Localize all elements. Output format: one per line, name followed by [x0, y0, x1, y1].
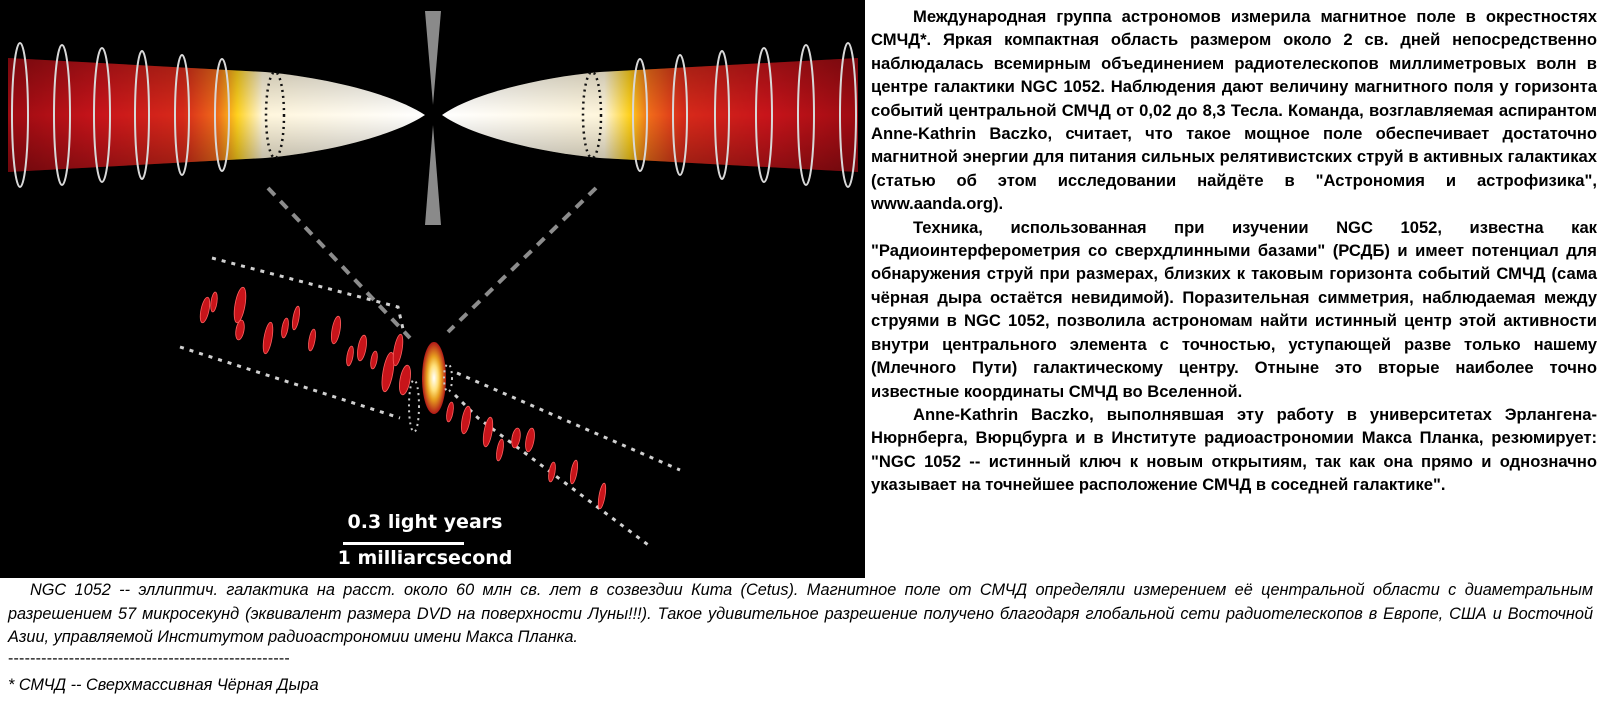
disk-lower: [425, 125, 441, 225]
right-jet-shade: [442, 58, 858, 172]
zoom-line-left: [268, 188, 410, 338]
zoom-line-right: [448, 188, 596, 332]
radio-blob: [510, 427, 521, 448]
radio-blob: [280, 318, 289, 339]
radio-blob: [391, 334, 404, 367]
radio-blob: [356, 335, 368, 362]
radio-blob: [524, 427, 536, 452]
radio-blob: [547, 462, 556, 483]
radio-blob: [330, 316, 343, 345]
figure-caption: NGC 1052 -- эллиптич. галактика на расст. около 60 млн св. лет в созвездии Кита (Cetus). Магнитное поле от СМЧД определяли измерением её центральной области с диаметральным разрешением 57 микросекунд (эквивалент размера DVD на поверхности Луны!!!). Такое удивительное разрешение получено благодаря глобальной сети радиотелескопов в Европе, США и Восточной Азии, управляемой Институтом радиоастрономии имени Макса Планка.: [8, 581, 1593, 646]
radio-blob: [569, 460, 579, 485]
radio-blob: [460, 406, 473, 435]
jet-diagram: [0, 0, 865, 578]
radio-blobs: [198, 286, 607, 509]
radio-blob: [198, 296, 211, 323]
radio-blob: [345, 346, 354, 367]
radio-core: [422, 342, 446, 414]
core-dotted-ring-left: [409, 380, 419, 432]
radio-blob: [369, 351, 378, 370]
radio-blob: [495, 439, 505, 462]
article-text: [871, 5, 1597, 497]
footnote-separator: ---------------------------------------------------: [8, 650, 290, 667]
article-paragraph: Международная группа астрономов измерила магнитное поле в окрестностях СМЧД*. Яркая компактная область размером около 2 св. дней непосредственно наблюдалась всемирным объединением радиотелескопов миллиметровых волн в центре галактики NGC 1052. Наблюдения дают величину магнитного поля у горизонта событий центральной СМЧД от 0,02 до 8,3 Тесла. Команда, возглавляемая аспирантом Anne-Kathrin Baczko, считает, что такое мощное поле обеспечивает достаточно магнитной энергии для питания сильных релятивистских струй в активных галактиках (статью об этом исследовании найдёте в "Астрономия и астрофизика", www.aanda.org).: [871, 7, 1597, 214]
channel-lower-left: [180, 347, 400, 418]
radio-blob: [597, 483, 607, 510]
article-paragraph: Техника, использованная при изучении NGC 1052, известна как "Радиоинтерферометрия со сверхдлинными базами" (РСДБ) и имеет потенциал для обнаружения струй при размерах, близких к таковым горизонта событий СМЧД (сама чёрная дыра остаётся невидимой). Поразительная симметрия, наблюдаемая между струями в NGC 1052, позволила астрономам найти истинный центр этой активности внутри центрального элемента с точностью, уступающей разве только нашему (Млечного Пути) галактическому центру. Отныне это вторые наиболее точно известные координаты СМЧД во Вселенной.: [871, 217, 1597, 401]
radio-blob: [261, 322, 274, 355]
radio-blob: [291, 306, 301, 331]
jet-illustration: [0, 0, 865, 578]
radio-blob: [307, 329, 317, 352]
scale-label-milliarcsecond: 1 milliarcsecond: [337, 547, 513, 569]
scale-label-light-years: 0.3 light years: [347, 511, 503, 533]
radio-blob: [481, 417, 494, 448]
radio-blob: [232, 286, 248, 323]
article-paragraph: Anne-Kathrin Baczko, выполнявшая эту работу в университетах Эрлангена-Нюрнберга, Вюрцбурга и в Институте радиоастрономии Макса Планка, резюмирует: "NGC 1052 -- истинный ключ к новым открытиям, так как она прямо и однозначно указывает на точнейшее расположение СМЧД в соседней галактике".: [871, 404, 1597, 495]
radio-blob: [445, 402, 454, 423]
radio-blob: [397, 364, 412, 395]
disk-upper: [425, 11, 441, 105]
footnote: * СМЧД -- Сверхмассивная Чёрная Дыра: [8, 676, 319, 694]
scale-bar: [343, 542, 464, 545]
radio-blob: [210, 292, 219, 313]
